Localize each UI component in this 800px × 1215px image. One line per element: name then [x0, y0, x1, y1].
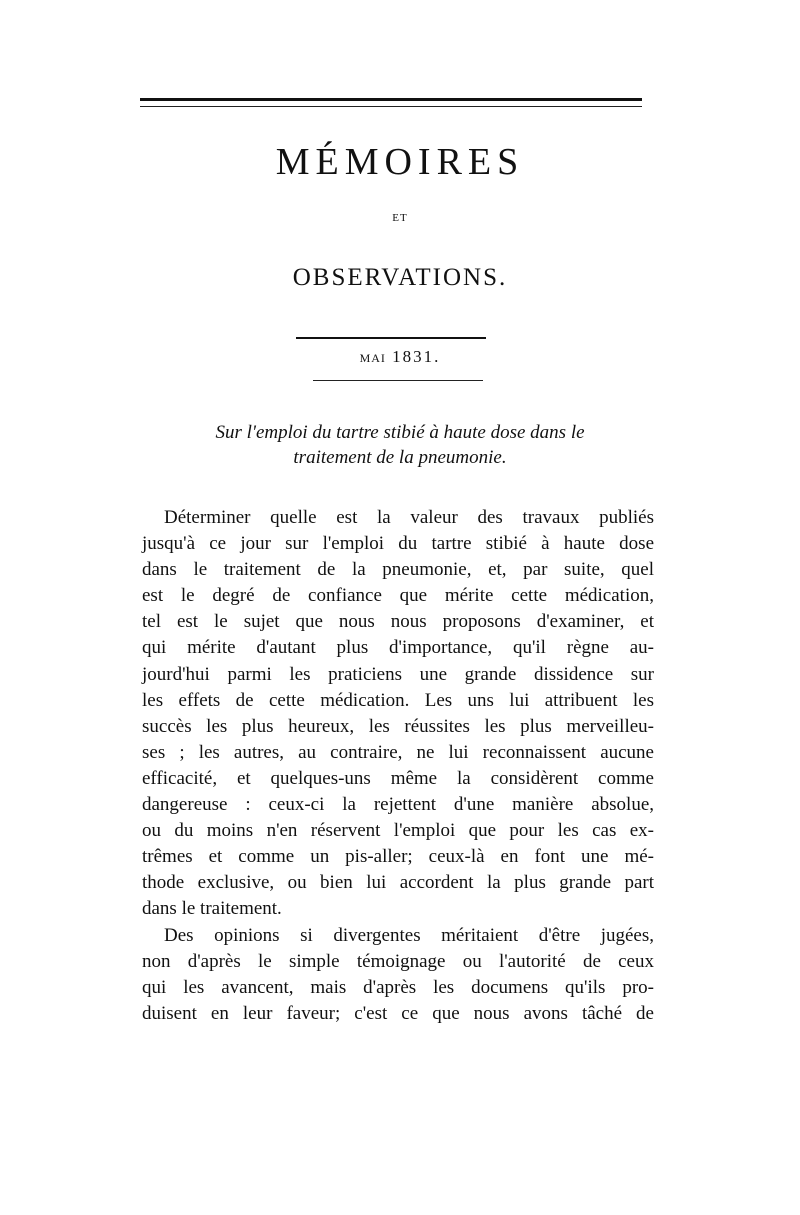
- section-title: MÉMOIRES: [275, 141, 525, 183]
- article-title-line: Sur l'emploi du tartre stibié à haute dose dans le: [215, 422, 585, 443]
- body-line: Déterminer quelle est la valeur des travaux publiés: [164, 507, 654, 528]
- body-line: les effets de cette médication. Les uns lui attribuent les: [142, 689, 654, 711]
- body-line: non d'après le simple témoignage ou l'autorité de ceux: [142, 950, 654, 972]
- body-line: ou du moins n'en réservent l'emploi que pour les cas ex-: [142, 820, 654, 842]
- body-line: jourd'hui parmi les praticiens une grande dissidence sur: [142, 663, 654, 685]
- date-rule-top: [296, 337, 486, 339]
- body-line: ses ; les autres, au contraire, ne lui reconnaissent aucune: [142, 741, 654, 763]
- body-line: succès les plus heureux, les réussites les plus merveilleu-: [142, 715, 654, 737]
- section-conjunction: ET: [392, 212, 408, 224]
- body-line: duisent en leur faveur; c'est ce que nous avons tâché de: [142, 1002, 654, 1024]
- header-rule-thick: [140, 98, 642, 101]
- issue-date: [0, 347, 800, 367]
- body-line: est le degré de confiance que mérite cette médication,: [142, 585, 654, 607]
- body-line: dans le traitement de la pneumonie, et, par suite, quel: [142, 559, 654, 581]
- body-line: qui mérite d'autant plus d'importance, qu'il règne au-: [142, 637, 654, 659]
- body-line: dans le traitement.: [142, 898, 282, 920]
- body-line: Des opinions si divergentes méritaient d'être jugées,: [164, 924, 654, 946]
- body-line: dangereuse : ceux-ci la rejettent d'une manière absolue,: [142, 794, 654, 816]
- issue-month: MAI: [359, 351, 386, 365]
- body-line: jusqu'à ce jour sur l'emploi du tartre stibié à haute dose: [142, 533, 654, 555]
- header-double-rule: [140, 98, 642, 112]
- section-subtitle: OBSERVATIONS.: [292, 264, 508, 291]
- article-title-line: traitement de la pneumonie.: [293, 447, 507, 468]
- body-line: trêmes et comme un pis-aller; ceux-là en font une mé-: [142, 846, 654, 868]
- body-line: tel est le sujet que nous nous proposons d'examiner, et: [142, 611, 654, 633]
- article-body: [142, 505, 654, 1027]
- body-line: qui les avancent, mais d'après les documens qu'ils pro-: [142, 976, 654, 998]
- article-title: [140, 420, 660, 470]
- header-rule-thin: [140, 106, 642, 107]
- body-line: efficacité, et quelques-uns même la considèrent comme: [142, 767, 654, 789]
- body-line: thode exclusive, ou bien lui accordent la plus grande part: [142, 872, 654, 894]
- issue-year: 1831.: [392, 347, 441, 366]
- date-rule-bottom: [313, 380, 483, 381]
